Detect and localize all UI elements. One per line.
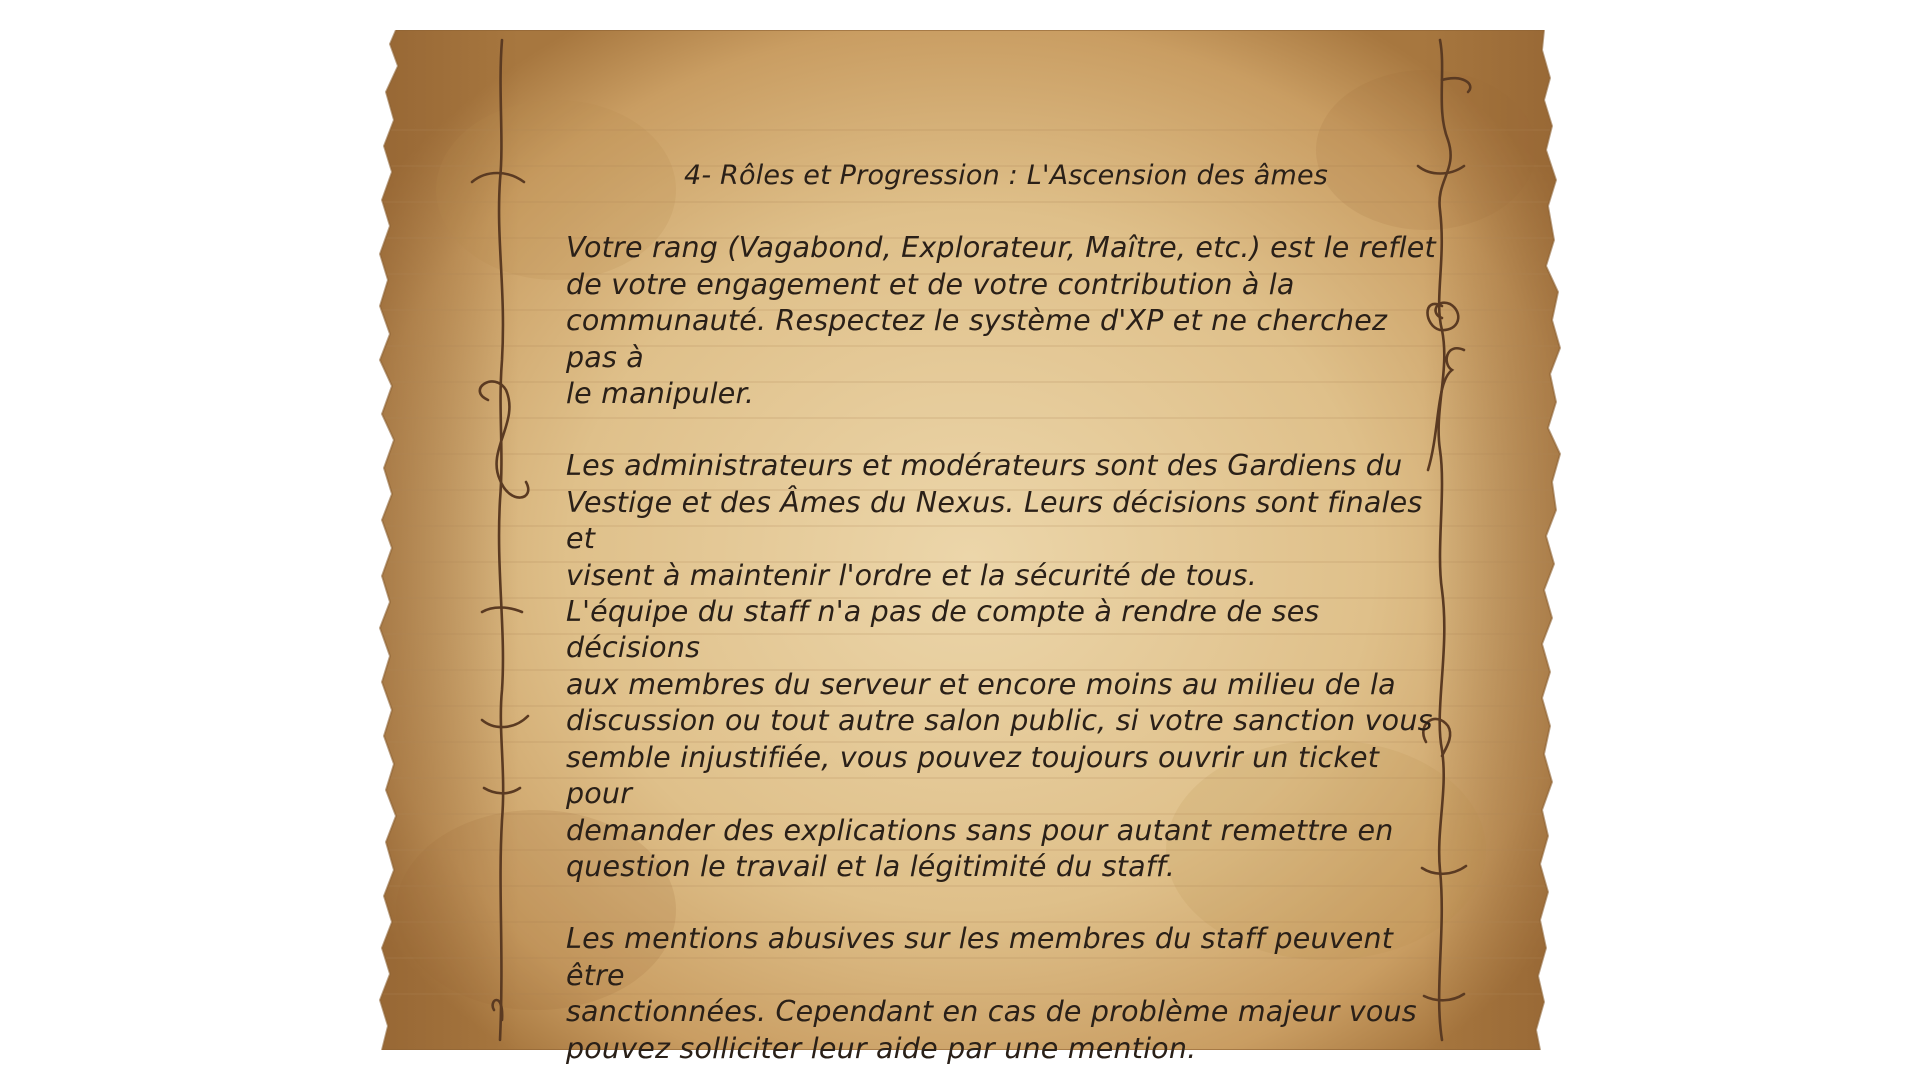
paragraph-staff: Les administrateurs et modérateurs sont des Gardiens du Vestige et des Âmes du Nexus. Leurs décisions sont finales et visent à maintenir l'ordre et la sécurité de tous. L'équipe du staff n'a pas de compte à rendre de ses décisions aux membres du serveur et encore moins au milieu de la discussion ou tout autre salon public, si votre sanction vous semble injustifiée, vous pouvez toujours ouvrir un ticket pour demander des explications sans pour autant remettre en question le travail et la légitimité du staff. (566, 449, 1433, 883)
document-title: 4- Rôles et Progression : L'Ascension des âmes (683, 160, 1329, 191)
parchment-sheet (376, 30, 1566, 1065)
document-body (566, 158, 1446, 1067)
paragraph-mentions: Les mentions abusives sur les membres du staff peuvent être sanctionnées. Cependant en cas de problème majeur vous pouvez solliciter leur aide par une mention. (566, 922, 1417, 1065)
paragraph-rank: Votre rang (Vagabond, Explorateur, Maître, etc.) est le reflet de votre engagement et de votre contribution à la communauté. Respectez le système d'XP et ne cherchez pas à le manipuler. (566, 231, 1436, 411)
